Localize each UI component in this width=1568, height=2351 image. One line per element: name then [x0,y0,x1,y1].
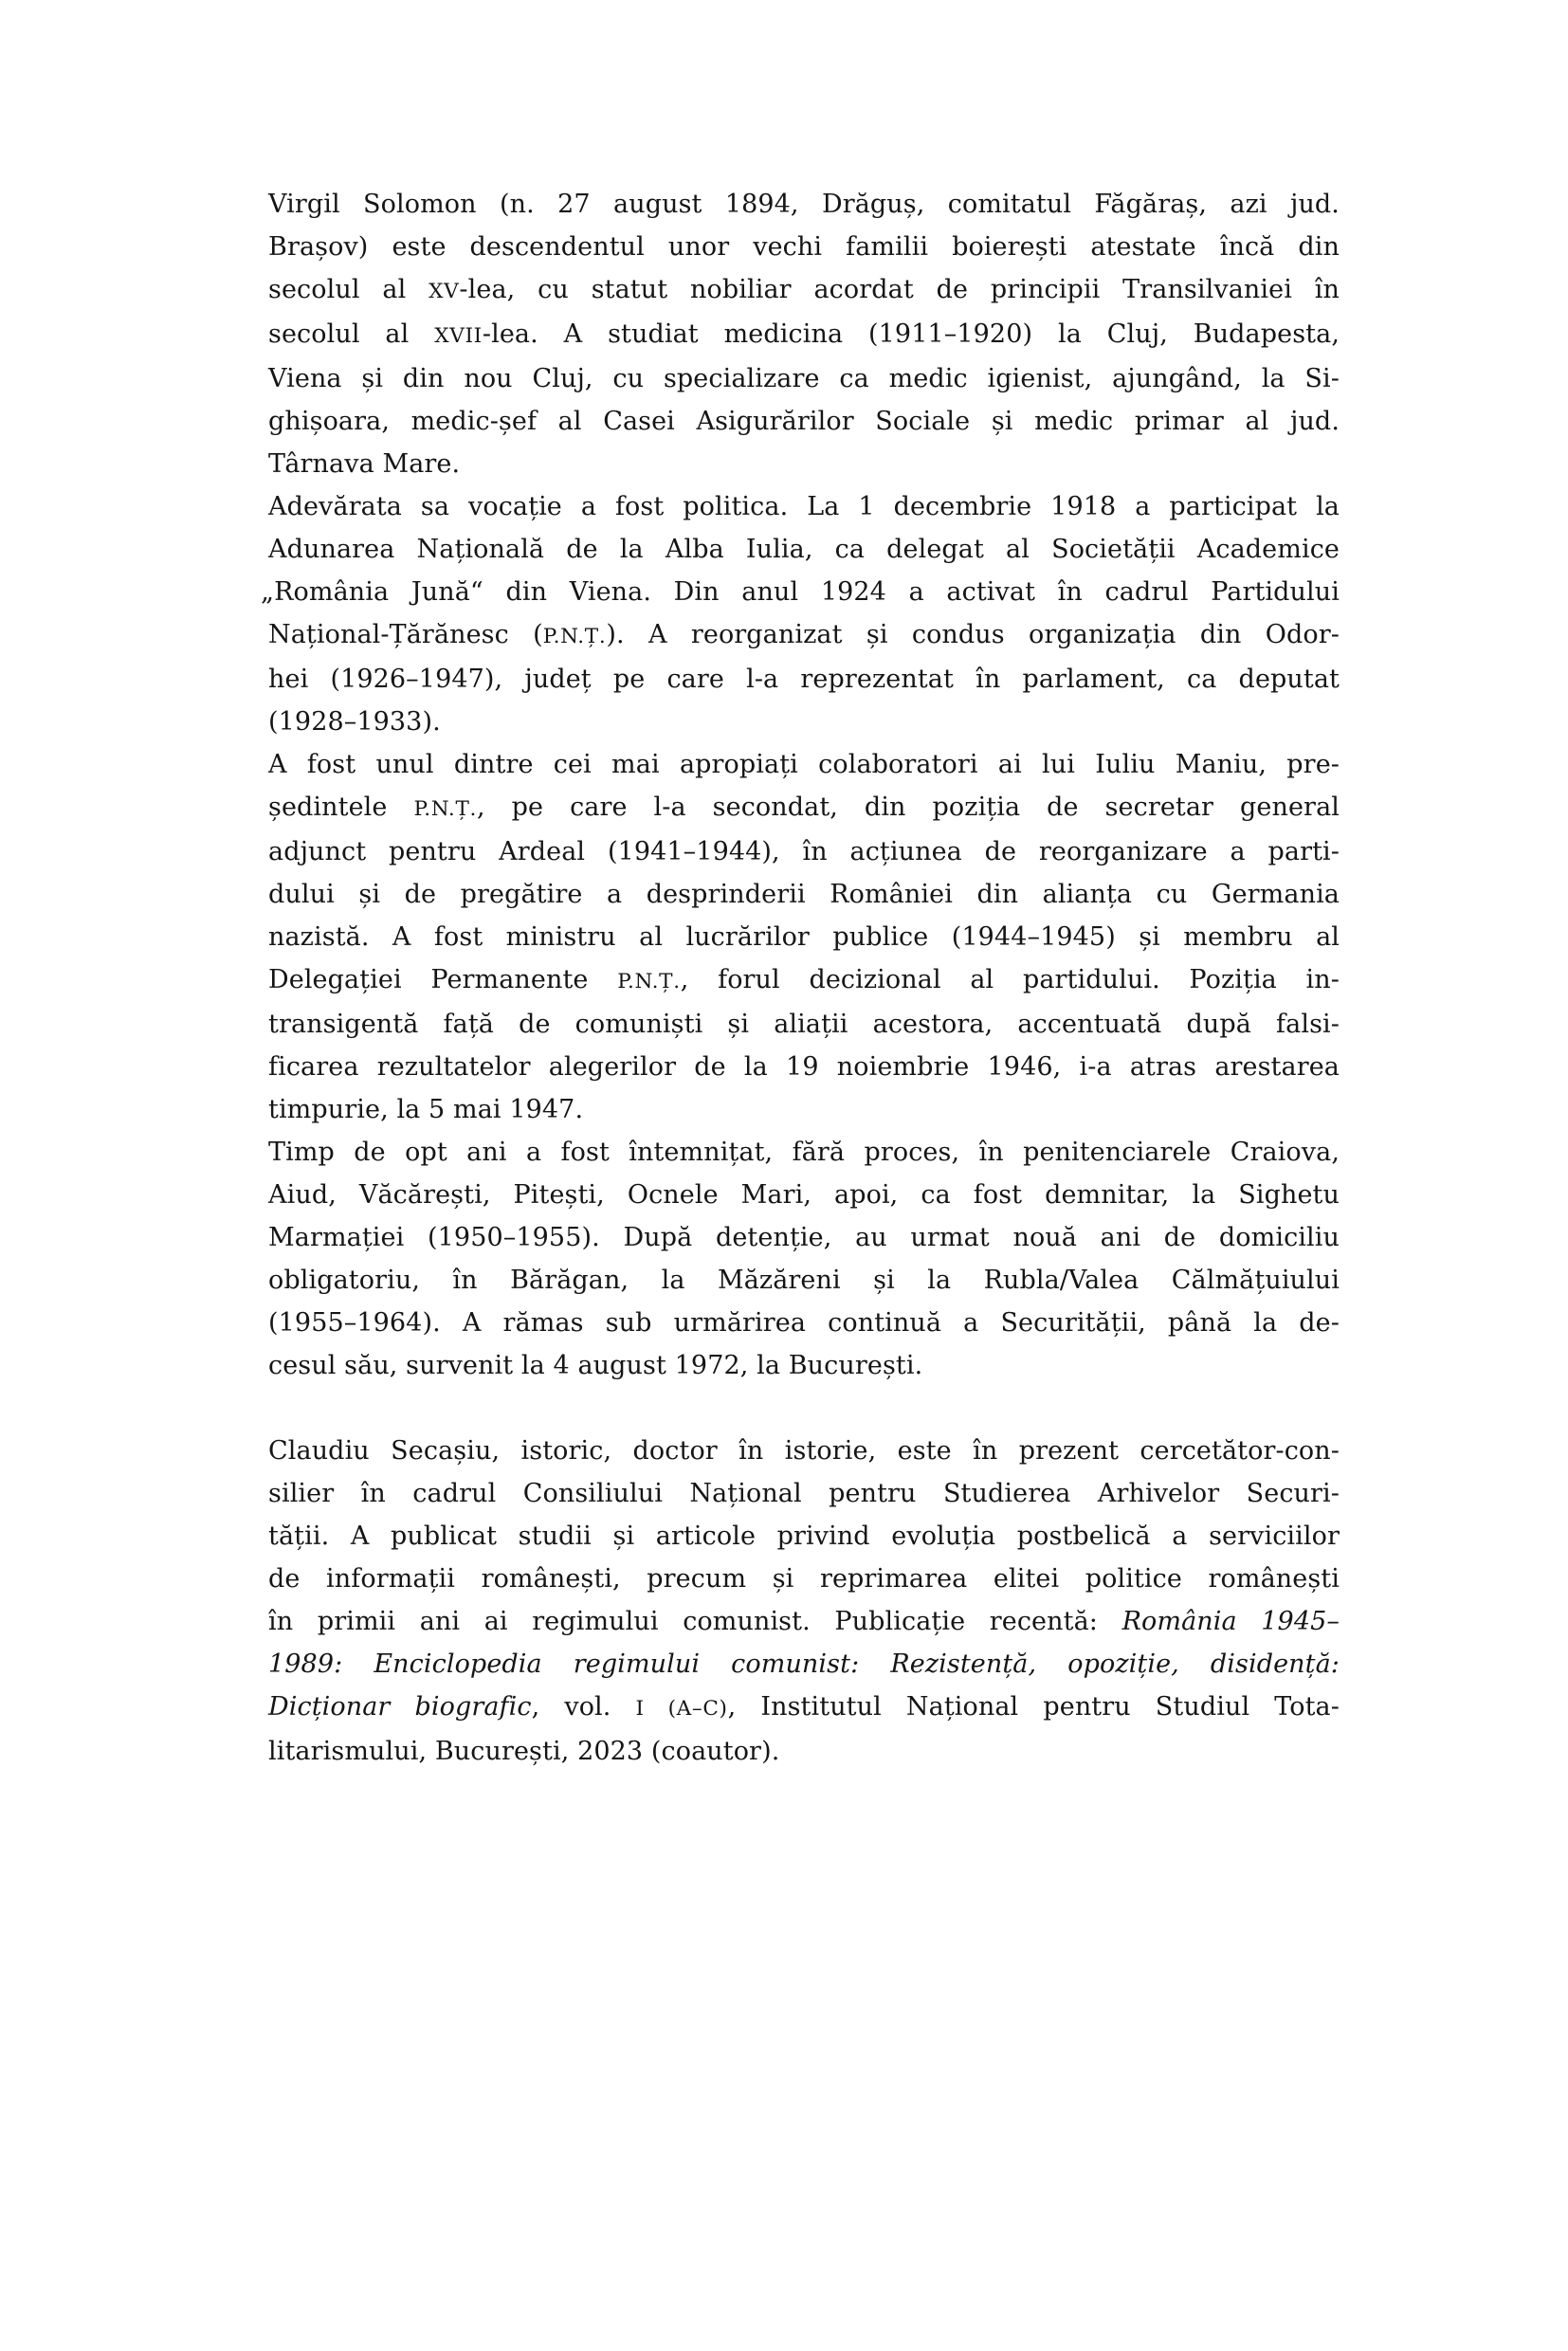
text-line [268,1131,1340,1174]
paragraph [268,743,1340,1131]
text-line [268,743,1340,786]
text-line [268,1643,1340,1686]
text-segment: Adevărata sa vocație a fost politica. La 1 decembrie 1918 a participat la [268,492,1340,521]
text-segment: Aiud, Văcărești, Pitești, Ocnele Mari, apoi, ca fost demnitar, la Sighetu [268,1180,1340,1210]
text-segment: „România Jună“ din Viena. Din anul 1924 a activat în cadrul Partidului [261,577,1340,607]
text-segment: (1955–1964). A rămas sub urmărirea continuă a Securității, până la de- [268,1308,1340,1338]
text-line [268,313,1340,357]
text-line [268,1344,1340,1387]
text-segment: Târnava Mare. [268,449,461,479]
text-segment: Timp de opt ani a fost întemnițat, fără proces, în penitenciarele Craiova, [268,1138,1340,1167]
text-segment: P.N.Ț. [413,797,478,821]
text-line [268,1515,1340,1558]
text-segment: Virgil Solomon (n. 27 august 1894, Drăguș, comitatul Făgăraș, azi jud. [268,190,1340,219]
text-segment: nazistă. A fost ministru al lucrărilor publice (1944–1945) și membru al [268,922,1340,952]
text-line [268,443,1340,485]
text-segment: XVII [434,324,483,348]
text-line [268,226,1340,268]
text-segment: ghișoara, medic-șef al Casei Asigurărilor Sociale și medic primar al jud. [268,407,1340,436]
paragraph [261,485,1340,743]
text-segment: Dicționar biografic [268,1692,532,1722]
paragraph [268,183,1340,485]
text-segment: adjunct pentru Ardeal (1941–1944), în acțiunea de reorganizare a parti- [268,837,1340,866]
text-segment: tății. A publicat studii și articole privind evoluția postbelică a serviciilor [268,1522,1340,1551]
text-line [268,786,1340,830]
text-segment: , forul decizional al partidului. Poziția in- [680,965,1340,994]
text-segment: cesul său, survenit la 4 august 1972, la București. [268,1351,923,1380]
text-segment: -lea, cu statut nobiliar acordat de principii Transilvaniei în [459,275,1340,304]
text-segment: , Institutul Național pentru Studiul Tota- [727,1692,1340,1722]
text-segment: litarismului, București, 2023 (coautor). [268,1737,780,1766]
text-line [268,1730,1340,1773]
text-segment: obligatoriu, în Bărăgan, la Măzăreni și la Rubla/Valea Călmățuiului [268,1266,1340,1295]
paragraph [268,1430,1340,1773]
text-line [268,1558,1340,1600]
text-line [268,613,1340,658]
text-segment: secolul al [268,275,429,304]
text-segment: secolul al [268,319,435,349]
text-segment: Adunarea Națională de la Alba Iulia, ca delegat al Societății Academice [268,535,1340,564]
text-line [268,357,1340,400]
text-segment: Marmației (1950–1955). După detenție, au urmat nouă ani de domiciliu [268,1223,1340,1252]
text-line [268,528,1340,571]
text-line [268,958,1340,1003]
text-segment: P.N.Ț. [617,970,681,993]
text-segment: , vol. [531,1692,636,1722]
text-segment: transigentă față de comuniști și aliații acestora, accentuată după falsi- [268,1010,1340,1039]
text-segment: dului și de pregătire a desprinderii României din alianța cu Germania [268,880,1340,909]
text-line [268,916,1340,958]
text-segment: hei (1926–1947), județ pe care l-a reprezentat în parlament, ca deputat [268,665,1340,694]
text-segment: A fost unul dintre cei mai apropiați colaboratori ai lui Iuliu Maniu, pre- [268,750,1340,779]
text-line [268,485,1340,528]
text-segment: de informații românești, precum și reprimarea elitei politice românești [268,1564,1340,1594]
text-line [268,1003,1340,1046]
text-line [268,400,1340,443]
text-line [268,658,1340,701]
text-segment: , pe care l-a secondat, din poziția de secretar general [477,793,1340,822]
text-line [268,183,1340,226]
text-line [268,1472,1340,1515]
text-segment: silier în cadrul Consiliului Național pentru Studierea Arhivelor Securi- [268,1479,1340,1508]
text-segment: Brașov) este descendentul unor vechi familii boierești atestate încă din [268,232,1340,262]
text-line [268,873,1340,916]
text-line [268,1600,1340,1643]
text-line [268,1216,1340,1259]
text-segment: Național-Țărănesc ( [268,620,543,649]
text-segment: XV [428,280,460,303]
text-line [268,1088,1340,1131]
article-text [261,183,1340,1773]
text-line [268,1302,1340,1344]
paragraph [268,1131,1340,1387]
text-segment: România 1945– [1121,1607,1340,1636]
text-segment: în primii ani ai regimului comunist. Publicație recentă: [268,1607,1122,1636]
text-line [261,571,1340,613]
text-line [268,1430,1340,1472]
text-line [268,1259,1340,1302]
text-segment: Delegației Permanente [268,965,618,994]
text-segment: -lea. A studiat medicina (1911–1920) la Cluj, Budapesta, [482,319,1340,349]
text-line [268,1174,1340,1216]
text-segment: ficarea rezultatelor alegerilor de la 19 noiembrie 1946, i-a atras arestarea [268,1052,1340,1082]
text-segment: (1928–1933). [268,707,441,737]
text-segment: ședintele [268,793,414,822]
text-segment: P.N.Ț. [542,625,607,648]
text-segment: timpurie, la 5 mai 1947. [268,1095,584,1124]
text-segment: Viena și din nou Cluj, cu specializare ca medic igienist, ajungând, la Si- [268,364,1340,393]
text-segment: ). A reorganizat și condus organizația din Odor- [606,620,1340,649]
text-line [268,830,1340,873]
text-line [268,1686,1340,1730]
text-line [268,268,1340,313]
text-segment: 1989: Enciclopedia regimului comunist: Rezistență, opoziție, disidență: [268,1649,1340,1679]
text-segment: Claudiu Secașiu, istoric, doctor în istorie, este în prezent cercetător-con- [268,1436,1340,1466]
text-line [268,1046,1340,1088]
text-line [268,701,1340,743]
text-segment: I (A–C) [635,1697,728,1721]
